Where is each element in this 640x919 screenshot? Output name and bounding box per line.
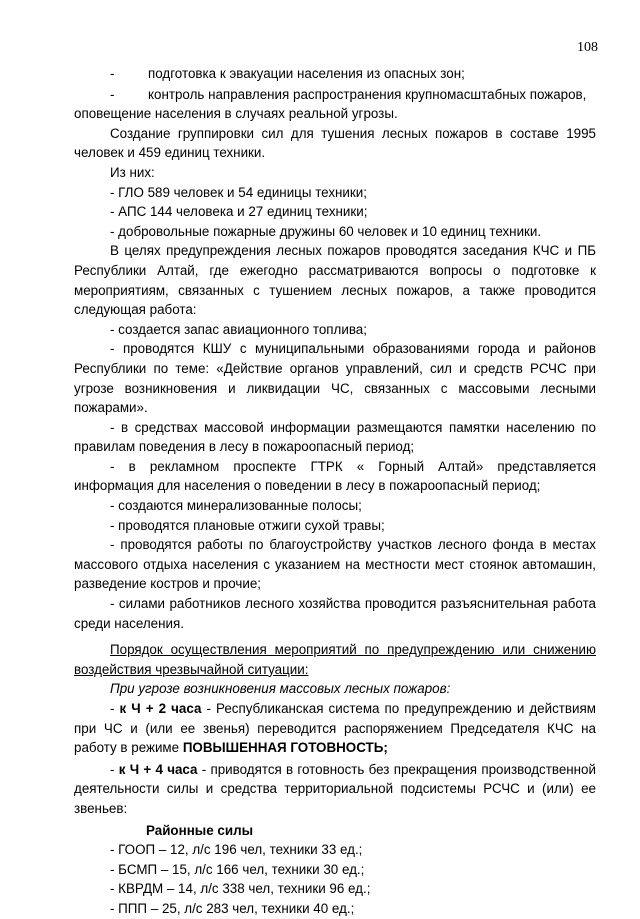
paragraph-prevention: В целях предупреждения лесных пожаров проводятся заседания КЧС и ПБ Республики Алтай, где ежегодно рассматриваются вопросы о подготовке к мероприятиям, связанных с тушением лесных пожаров, а также проводится следующая работа:	[74, 243, 596, 318]
list-item-goop: - ГООП – 12, л/с 196 чел, техники 33 ед.;	[110, 842, 363, 858]
item-evacuation	[74, 64, 596, 84]
list-item-bsmp: - БСМП – 15, л/с 166 чел, техники 30 ед.;	[110, 861, 365, 877]
dash-marker: -	[110, 66, 115, 81]
list-item-ppp: - ППП – 25, л/с 283 чел, техники 40 ед.;	[110, 900, 355, 916]
time-label-h4: к Ч + 4 часа	[118, 761, 198, 777]
list-item-aps: - АПС 144 человека и 27 единиц техники;	[110, 204, 368, 220]
list-item-media: - в средствах массовой информации размещаются памятки населению по правилам поведения в лесу в пожароопасный период;	[74, 419, 596, 455]
item-fire-control-cont: оповещение населения в случаях реальной угрозы.	[74, 106, 398, 122]
time-label-h2: к Ч + 2 часа	[119, 701, 202, 716]
list-item-ksh: - проводятся КШУ с муниципальными образованиями города и районов Республики по теме: «Действие органов управлений, сил и средств РСЧС при угрозе возникновения и ликвидации ЧС, связанных с массовыми лесными пожарами».	[74, 341, 596, 416]
item-text: подготовка к эвакуации населения из опасных зон;	[148, 66, 465, 81]
list-item-gtrk: - в рекламном проспекте ГТРК « Горный Алтай» представляется информация для населения о поведении в лесу в пожароопасный период;	[74, 458, 596, 494]
paragraph-h-plus-4: - к Ч + 4 часа - приводятся в готовность без прекращения производственной деятельности силы и средства территориальной подсистемы РСЧС и (или) ее звеньев:	[74, 761, 596, 816]
list-item-kvrdm: - КВРДМ – 14, л/с 338 чел, техники 96 ед.;	[110, 881, 371, 897]
item-fire-control	[74, 85, 596, 105]
list-item-fuel: - создается запас авиационного топлива;	[110, 321, 367, 337]
document-body	[74, 64, 596, 919]
list-item-glo: - ГЛО 589 человек и 54 единицы техники;	[110, 184, 367, 200]
page-number: 108	[577, 40, 598, 55]
subheading-threat: При угрозе возникновения массовых лесных пожаров:	[110, 681, 451, 697]
list-item-burning: - проводятся плановые отжиги сухой травы;	[110, 517, 385, 533]
paragraph-forces: Создание группировки сил для тушения лесных пожаров в составе 1995 человек и 459 единиц техники.	[74, 125, 596, 161]
mode-label: ПОВЫШЕННАЯ ГОТОВНОСТЬ;	[182, 740, 388, 756]
h4-text: - приводятся в готовность без прекращения производственной деятельности силы и средства территориальной подсистемы РСЧС и (или) ее звеньев:	[74, 761, 596, 816]
list-item-outreach: - силами работников лесного хозяйства проводится разъяснительная работа среди населения.	[74, 596, 596, 631]
paragraph-of-them: Из них:	[110, 164, 155, 180]
h2-text: - Республиканская система по предупреждению и действиям при ЧС и (или ее звенья) переводится распоряжением Председателя КЧС на работу в режиме	[74, 701, 596, 756]
item-text: контроль направления распространения крупномасштабных пожаров,	[148, 86, 587, 102]
section-heading-procedure: Порядок осуществления мероприятий по предупреждению или снижению воздействия чрезвычайной ситуации:	[74, 642, 596, 677]
dash-marker: -	[110, 86, 115, 102]
paragraph-h-plus-2: - к Ч + 2 часа - Республиканская система по предупреждению и действиям при ЧС и (или ее звенья) переводится распоряжением Председателя КЧС на работу в режиме ПОВЫШЕННАЯ ГОТОВНОСТЬ;	[74, 701, 596, 756]
heading-district-forces: Районные силы	[146, 822, 254, 838]
list-item-volunteers: - добровольные пожарные дружины 60 человек и 10 единиц техники.	[110, 223, 542, 239]
list-item-firebreaks: - создаются минерализованные полосы;	[110, 498, 362, 514]
list-item-improvement: - проводятся работы по благоустройству участков лесного фонда в местах массового отдыха населения с указанием на местности мест стоянок автомашин, разведение костров и прочие;	[74, 537, 596, 592]
